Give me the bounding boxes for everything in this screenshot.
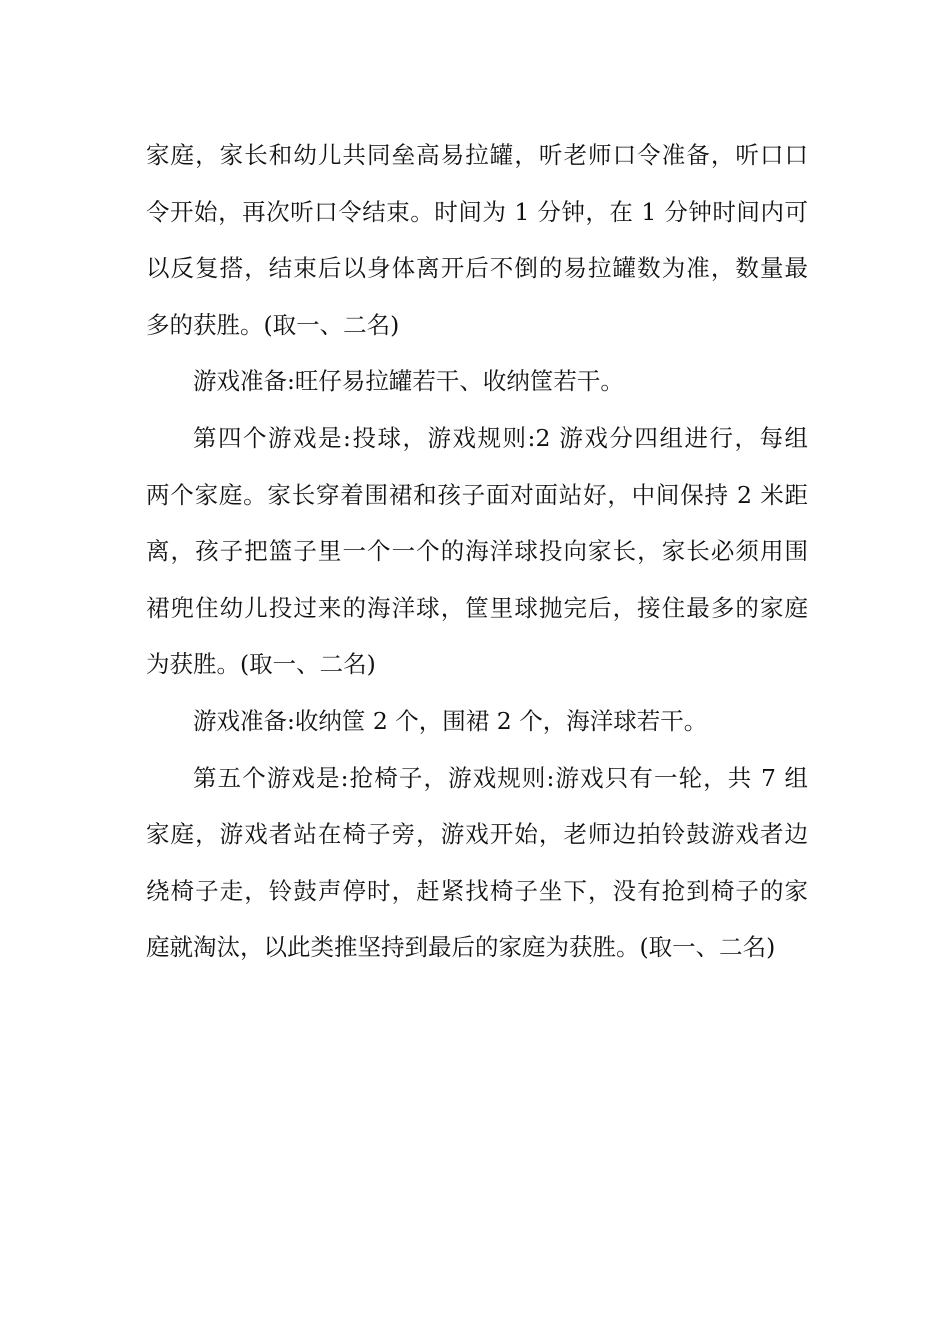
text-line-9: 裙兜住幼儿投过来的海洋球，筐里球抛完后，接住最多的家庭 [146,593,808,622]
text-line-4: 多的获胜。(取一、二名) [146,310,400,339]
text-line-1: 家庭，家长和幼儿共同垒高易拉罐，听老师口令准备，听口口 [146,141,808,169]
body-text [146,127,808,976]
text-line-13: 家庭，游戏者站在椅子旁，游戏开始，老师边拍铃鼓游戏者边 [146,820,808,849]
text-line-3: 以反复搭，结束后以身体离开后不倒的易拉罐数为准，数量最 [146,254,808,283]
text-line-7: 两个家庭。家长穿着围裙和孩子面对面站好，中间保持 2 米距 [146,480,808,509]
text-line-12: 第五个游戏是:抢椅子，游戏规则:游戏只有一轮，共 7 组 [193,763,808,792]
text-line-6: 第四个游戏是:投球，游戏规则:2 游戏分四组进行，每组 [193,423,808,452]
text-line-8: 离，孩子把篮子里一个一个的海洋球投向家长，家长必须用围 [146,537,808,566]
text-line-15: 庭就淘汰，以此类推坚持到最后的家庭为获胜。(取一、二名) [146,933,776,962]
text-line-11: 游戏准备:收纳筐 2 个，围裙 2 个，海洋球若干。 [193,706,708,735]
text-line-5: 游戏准备:旺仔易拉罐若干、收纳筐若干。 [193,367,624,396]
text-line-10: 为获胜。(取一、二名) [146,650,376,679]
text-line-2: 令开始，再次听口令结束。时间为 1 分钟，在 1 分钟时间内可 [146,197,808,226]
text-line-14: 绕椅子走，铃鼓声停时，赶紧找椅子坐下，没有抢到椅子的家 [146,876,808,905]
